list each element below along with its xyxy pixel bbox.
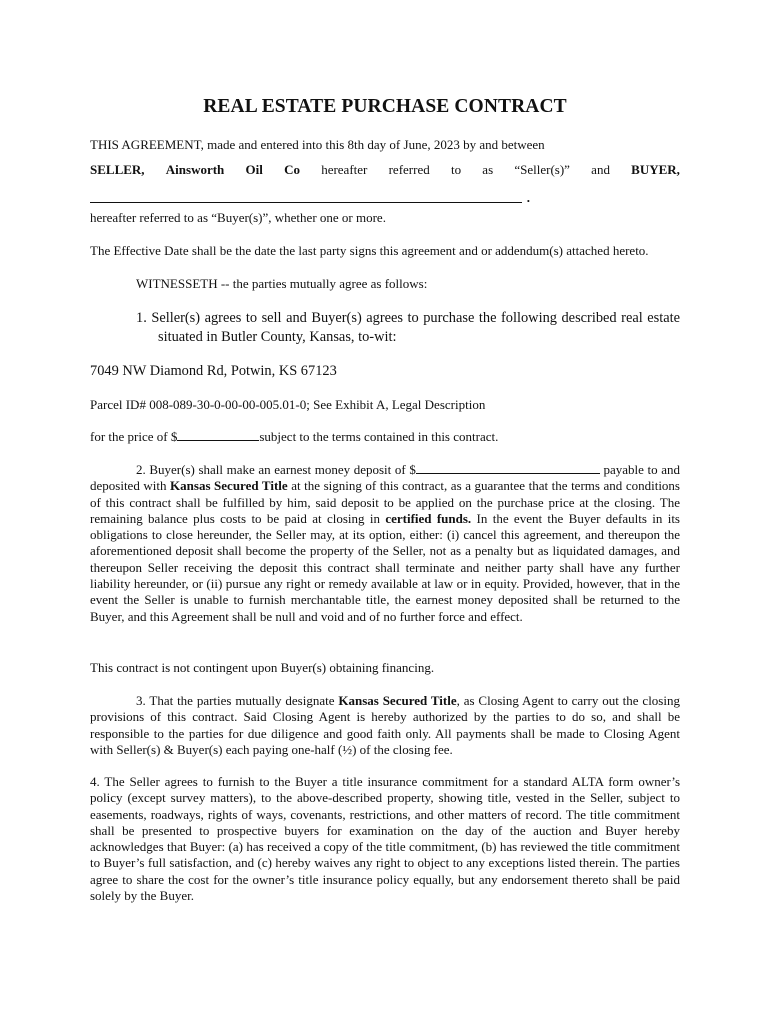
- parties-word: hereafter: [321, 162, 368, 177]
- financing-clause: This contract is not contingent upon Buyer(s) obtaining financing.: [90, 660, 435, 675]
- parties-word: to: [450, 162, 462, 177]
- parties-word: Co: [284, 162, 300, 177]
- certified-funds: certified funds.: [385, 510, 472, 526]
- parties-word: SELLER,: [90, 162, 145, 177]
- section-4-paragraph: 4. The Seller agrees to furnish to the Buyer a title insurance commitment for a standard ALTA form owner’s policy (except survey matters), to the above-described property, showing title, vested in the Seller, subject to easements, roadways, rights of ways, covenants, restrictions, and other matters of record. The title commitment shall be presented to prospective buyers for examination on the day of the auction and Buyer hereby acknowledges that Buyer: (a) has received a copy of the title commitment, (b) has reviewed the title commitment to Buyer’s full satisfaction, and (c) hereby waives any right to object to any exceptions listed therein. The parties agree to share the cost for the owner’s title insurance policy equally, but any endorsement thereto shall be paid solely by the Buyer.: [90, 774, 680, 904]
- parties-word: and: [591, 162, 610, 177]
- parties-word: Oil: [245, 162, 263, 177]
- section-2-part-b: payable to and deposited with: [90, 462, 680, 494]
- buyer-name-underline: [90, 202, 522, 203]
- section-3-part-a: 3. That the parties mutually designate: [136, 693, 339, 708]
- earnest-money-blank[interactable]: [416, 462, 600, 474]
- buyer-name-blank[interactable]: [90, 190, 530, 203]
- document-title: REAL ESTATE PURCHASE CONTRACT: [203, 96, 567, 117]
- section-3-part-b: , as Closing Agent to carry out the closing provisions of this contract. Said Closing Agent is hereby authorized by the parties to do so, and shall be responsible to the parties for due diligence and good faith only. All payments shall be made to Closing Agent with Seller(s) & Buyer(s) each paying one-half (½) of the closing fee.: [90, 693, 680, 757]
- buyer-blank-period: .: [526, 190, 530, 205]
- hereafter-line: hereafter referred to as “Buyer(s)”, whether one or more.: [90, 210, 386, 225]
- parties-word: as: [482, 162, 494, 177]
- section-1-text: 1. Seller(s) agrees to sell and Buyer(s) agrees to purchase the following described real estate situated in Butler County, Kansas, to-wit:: [136, 310, 680, 345]
- section-2-agent-name: Kansas Secured Title: [170, 478, 288, 494]
- parties-word: “Seller(s)”: [514, 162, 570, 177]
- section-2-part-c: at the signing of this contract, as a guarantee that the terms and conditions of this contract shall be fulfilled by him, said deposit to be applied on the purchase price at the closing. The remaining balance plus costs to be paid at closing in: [90, 478, 680, 526]
- parties-word: Ainsworth: [165, 162, 225, 177]
- section-2-part-d: In the event the Buyer defaults in its obligations to close hereunder, the Seller may, at its option, either: (i) cancel this agreement, and thereupon the aforementioned deposit shall become the property of the Seller, not as a penalty but as liquidated damages, and thereupon Seller receiving the deposit this contract shall terminate and neither party shall have any further liability hereunder, or (ii) pursue any right or remedy available at law or in equity. Provided, however, that in the event the Seller is unable to furnish merchantable title, the earnest money deposited shall be returned to the Buyer, and this Agreement shall be null and void and of no further force and effect.: [90, 510, 680, 624]
- price-suffix: subject to the terms contained in this contract.: [259, 429, 499, 444]
- parties-line: [90, 162, 680, 178]
- section-3-agent-name: Kansas Secured Title: [338, 693, 457, 708]
- section-3-paragraph: [90, 693, 680, 758]
- parties-word: BUYER,: [631, 162, 680, 177]
- agreement-line: THIS AGREEMENT, made and entered into this 8th day of June, 2023 by and between: [90, 137, 545, 152]
- parcel-id: Parcel ID# 008-089-30-0-00-00-005.01-0; See Exhibit A, Legal Description: [90, 397, 486, 412]
- parties-word: referred: [388, 162, 430, 177]
- price-blank[interactable]: [177, 429, 259, 441]
- section-2-paragraph: [90, 462, 680, 625]
- section-2-part-a: 2. Buyer(s) shall make an earnest money deposit of $: [136, 462, 416, 477]
- price-line: [90, 429, 690, 445]
- property-address: 7049 NW Diamond Rd, Potwin, KS 67123: [90, 363, 337, 379]
- effective-date-clause: The Effective Date shall be the date the last party signs this agreement and or addendum(s) attached hereto.: [90, 243, 649, 258]
- witnesseth-line: WITNESSETH -- the parties mutually agree as follows:: [136, 276, 428, 291]
- price-prefix: for the price of $: [90, 429, 178, 444]
